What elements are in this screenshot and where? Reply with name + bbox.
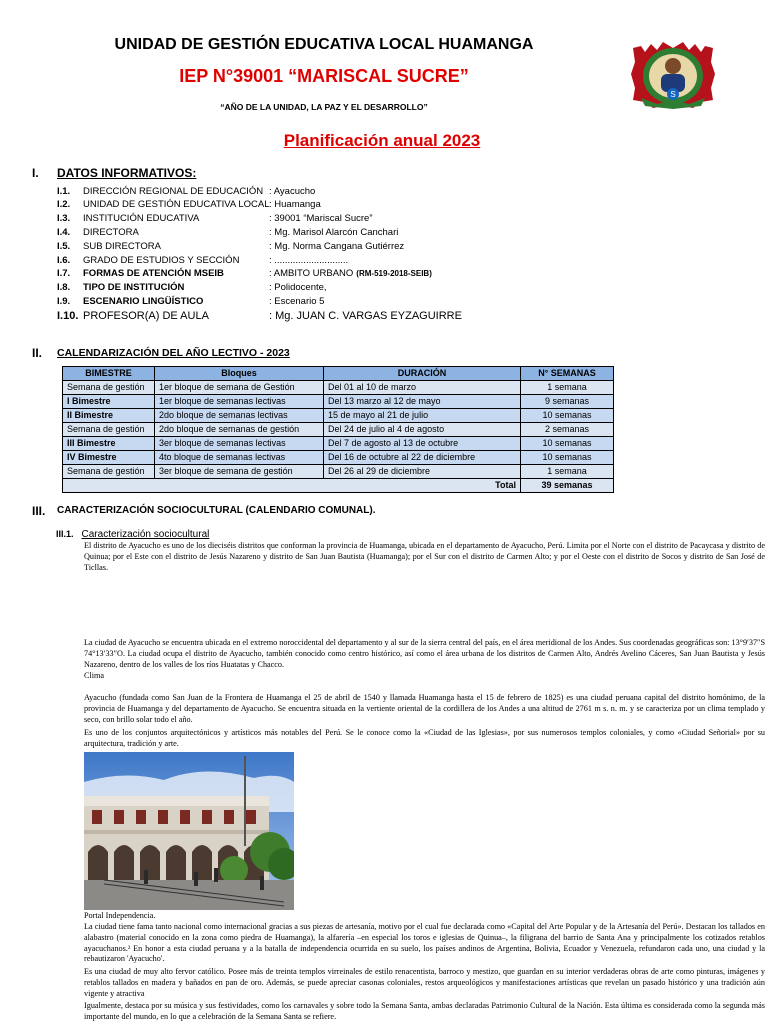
calendar-row xyxy=(63,409,614,423)
cell-duracion: Del 16 de octubre al 22 de diciembre xyxy=(324,451,521,465)
datos-row-value-text: : Polidocente, xyxy=(269,282,327,293)
cell-bimestre: Semana de gestión xyxy=(63,423,155,437)
col-header-duracion: DURACIÓN xyxy=(324,367,521,381)
paragraph-district: El distrito de Ayacucho es uno de los dieciséis distritos que conforman la provincia de Huamanga, ubicada en el departamento de Ayacucho, Perú. Limita por el Norte con el distrito de Pacaycasa y distrito de Quinua; por el Este con el distrito de Jesús Nazareno y distrito de San Juan Bautista (Huamanga); por el Sur con el distrito de Carmen Alto; y por el Oeste con el distrito de Socos y distrito de San José de Ticllas. xyxy=(84,541,765,572)
cell-semanas: 10 semanas xyxy=(521,409,614,423)
section-1-number: I. xyxy=(32,166,39,180)
datos-row-value xyxy=(269,213,372,224)
subsection-number: III.1. xyxy=(56,529,74,539)
calendar-row xyxy=(63,465,614,479)
cell-bimestre: IV Bimestre xyxy=(63,451,155,465)
cell-duracion: Del 24 de julio al 4 de agosto xyxy=(324,423,521,437)
datos-row-label: SUB DIRECTORA xyxy=(83,241,161,252)
paragraph-location: La ciudad de Ayacucho se encuentra ubicada en el extremo noroccidental del departamento y al sur de la sierra central del país, en el área meridional de los Andes. Sus coordenadas geográficas son: 13°9′37″S 74°13′33″O. La ciudad ocupa el distrito de Ayacucho, también conocido como centro histórico, así como el área urbana de los distritos de Carmen Alto, Andrés Avelino Cáceres, San Juan Bautista y Jesús Nazareno, dentro de los valles de los ríos Huatatas y Chacco. xyxy=(84,638,765,669)
cell-bloque: 2do bloque de semanas lectivas xyxy=(155,409,324,423)
col-header-bimestre: BIMESTRE xyxy=(63,367,155,381)
cell-duracion: Del 01 al 10 de marzo xyxy=(324,381,521,395)
datos-row-value xyxy=(269,310,462,322)
datos-row-value xyxy=(269,186,315,197)
cell-bloque: 1er bloque de semanas lectivas xyxy=(155,395,324,409)
cell-duracion: Del 26 al 29 de diciembre xyxy=(324,465,521,479)
datos-row-label: UNIDAD DE GESTIÓN EDUCATIVA LOCAL xyxy=(83,199,270,210)
cell-bimestre: II Bimestre xyxy=(63,409,155,423)
datos-row-value-extra: (RM-519-2018-SEIB) xyxy=(356,269,432,278)
datos-row-number: I.10. xyxy=(57,310,79,322)
cell-bloque: 4to bloque de semanas lectivas xyxy=(155,451,324,465)
document-title: Planificación anual 2023 xyxy=(283,131,481,150)
paragraph-ayacucho: Ayacucho (fundada como San Juan de la Frontera de Huamanga el 25 de abril de 1540 y llamada Huamanga hasta el 15 de febrero de 1825) es una ciudad peruana capital del distrito homónimo, de la provincia de Huamanga y del departamento de Ayacucho. Se encuentra situada en la vertiente oriental de la cordillera de los Andes a una altitud de 2761 m s. n. m. y se caracteriza por un clima templado y seco, con brillo solar todo el año. xyxy=(84,693,765,724)
cell-semanas: 2 semanas xyxy=(521,423,614,437)
cell-bloque: 3er bloque de semanas lectivas xyxy=(155,437,324,451)
datos-row-number: I.9. xyxy=(57,296,71,307)
cell-bloque: 2do bloque de semanas de gestión xyxy=(155,423,324,437)
datos-row-value-text: : 39001 “Mariscal Sucre” xyxy=(269,213,373,224)
datos-row-value-text: : Ayacucho xyxy=(269,186,316,197)
datos-row-number: I.1. xyxy=(57,186,71,197)
datos-row-value-text: : Mg. JUAN C. VARGAS EYZAGUIRRE xyxy=(269,310,462,322)
cell-bimestre: I Bimestre xyxy=(63,395,155,409)
datos-row-number: I.5. xyxy=(57,241,71,252)
cell-bimestre: Semana de gestión xyxy=(63,465,155,479)
datos-row-value xyxy=(269,199,321,210)
calendar-table xyxy=(62,366,614,493)
crest-letter: S xyxy=(670,90,676,99)
datos-row-value xyxy=(269,255,348,266)
cell-bimestre: III Bimestre xyxy=(63,437,155,451)
total-value: 39 semanas xyxy=(521,479,614,493)
datos-row-number: I.4. xyxy=(57,227,71,238)
datos-row-label: TIPO DE INSTITUCIÓN xyxy=(83,282,185,293)
datos-row-number: I.2. xyxy=(57,199,71,210)
total-label: Total xyxy=(63,479,521,493)
year-motto: “AÑO DE LA UNIDAD, LA PAZ Y EL DESARROLLO” xyxy=(220,102,428,112)
datos-row-value-text: : ............................ xyxy=(269,255,349,266)
col-header-semanas: N° SEMANAS xyxy=(521,367,614,381)
datos-row-number: I.8. xyxy=(57,282,71,293)
datos-row-label: FORMAS DE ATENCIÓN MSEIB xyxy=(83,268,224,279)
calendar-row xyxy=(63,437,614,451)
cell-bimestre: Semana de gestión xyxy=(63,381,155,395)
datos-row-label: DIRECCIÓN REGIONAL DE EDUCACIÓN xyxy=(83,186,264,197)
cell-semanas: 10 semanas xyxy=(521,451,614,465)
cell-semanas: 1 semana xyxy=(521,381,614,395)
col-header-bloques: Bloques xyxy=(155,367,324,381)
paragraph-religion: Es una ciudad de muy alto fervor católico. Posee más de treinta templos virreinales de estilo renacentista, barroco y mestizo, que guardan en su interior verdaderas obras de arte como pinturas, imágenes y retablos tallados en madera y bañados en pan de oro. Además, se puede apreciar casonas coloniales, restos arqueológicos y manifestaciones artísticas que revelan un pasado histórico y una tradición aún vigente y atractiva xyxy=(84,967,765,998)
datos-row-value-text: : Huamanga xyxy=(269,199,321,210)
subsection-title: Caracterización sociocultural xyxy=(81,529,210,540)
datos-row-value xyxy=(269,227,398,238)
section-2-number: II. xyxy=(32,346,43,360)
section-2-title: CALENDARIZACIÓN DEL AÑO LECTIVO - 2023 xyxy=(57,347,290,359)
section-1-title: DATOS INFORMATIVOS: xyxy=(57,166,197,180)
calendar-row xyxy=(63,395,614,409)
cell-bloque: 1er bloque de semana de Gestión xyxy=(155,381,324,395)
school-crest-logo xyxy=(627,38,719,110)
ugel-heading: UNIDAD DE GESTIÓN EDUCATIVA LOCAL HUAMANGA xyxy=(114,36,534,53)
datos-row-label: DIRECTORA xyxy=(83,227,139,238)
datos-row-number: I.7. xyxy=(57,268,71,279)
datos-row-value-text: : AMBITO URBANO xyxy=(269,268,354,279)
portal-independencia-photo xyxy=(84,752,294,910)
cell-semanas: 9 semanas xyxy=(521,395,614,409)
datos-row-label: PROFESOR(A) DE AULA xyxy=(83,310,209,322)
datos-row-number: I.6. xyxy=(57,255,71,266)
datos-row-number: I.3. xyxy=(57,213,71,224)
photo-caption: Portal Independencia. xyxy=(84,911,156,920)
datos-row-value xyxy=(269,282,327,293)
datos-row-label: GRADO DE ESTUDIOS Y SECCIÓN xyxy=(83,255,240,266)
section-3-number: III. xyxy=(32,504,46,518)
datos-row-value-text: : Mg. Marisol Alarcón Canchari xyxy=(269,227,399,238)
calendar-row xyxy=(63,451,614,465)
subsection-heading xyxy=(56,529,209,540)
cell-bloque: 3er bloque de semana de gestión xyxy=(155,465,324,479)
datos-row-value-text: : Escenario 5 xyxy=(269,296,325,307)
school-heading: IEP N°39001 “MARISCAL SUCRE” xyxy=(179,66,469,86)
cell-duracion: 15 de mayo al 21 de julio xyxy=(324,409,521,423)
datos-row-value xyxy=(269,296,324,307)
paragraph-artesania: La ciudad tiene fama tanto nacional como internacional gracias a sus piezas de artesanía, motivo por el cual fue declarada como «Capital del Arte Popular y de la Artesanía del Perú». Destacan los tallados en alabastro (material conocido en la zona como piedra de Huamanga), la alfarería –en especial los toros e iglesias de Quinua–, la filigrana del barrio de Santa Ana y principalmente los cotizados retablos ayacuchanos.² En honor a esta ciudad peruana y a la batalla de independencia ocurrida en su suelo, los países andinos de Argentina, Bolivia, Ecuador y Venezuela, refundaron cada uno, una ciudad y la rebautizaron 'Ayacucho'. xyxy=(84,922,765,964)
section-3-title: CARACTERIZACIÓN SOCIOCULTURAL (CALENDARIO COMUNAL). xyxy=(57,505,376,516)
cell-duracion: Del 13 marzo al 12 de mayo xyxy=(324,395,521,409)
paragraph-architecture: Es uno de los conjuntos arquitectónicos y artísticos más notables del Perú. Se le conoce como la «Ciudad de las Iglesias», por sus numerosos templos coloniales, y como «Ciudad Señorial» por su arquitectura, tradición y arte. xyxy=(84,728,765,748)
datos-row-label: INSTITUCIÓN EDUCATIVA xyxy=(83,213,200,224)
datos-row-value-text: : Mg. Norma Cangana Gutiérrez xyxy=(269,241,405,252)
paragraph-festividades: Igualmente, destaca por su música y sus festividades, como los carnavales y sobre todo la Semana Santa, ambas declaradas Patrimonio Cultural de la Nación. Esta última es considerada como la segunda más importante del mundo, en lo que a celebración de la Semana Santa se refiere. xyxy=(84,1001,765,1021)
calendar-row xyxy=(63,381,614,395)
datos-row-value xyxy=(269,241,404,252)
datos-row-value xyxy=(269,268,432,279)
calendar-row xyxy=(63,423,614,437)
cell-duracion: Del 7 de agosto al 13 de octubre xyxy=(324,437,521,451)
paragraph-clima-label: Clima xyxy=(84,671,105,680)
cell-semanas: 10 semanas xyxy=(521,437,614,451)
datos-row-label: ESCENARIO LINGÜÍSTICO xyxy=(83,296,204,307)
cell-semanas: 1 semana xyxy=(521,465,614,479)
